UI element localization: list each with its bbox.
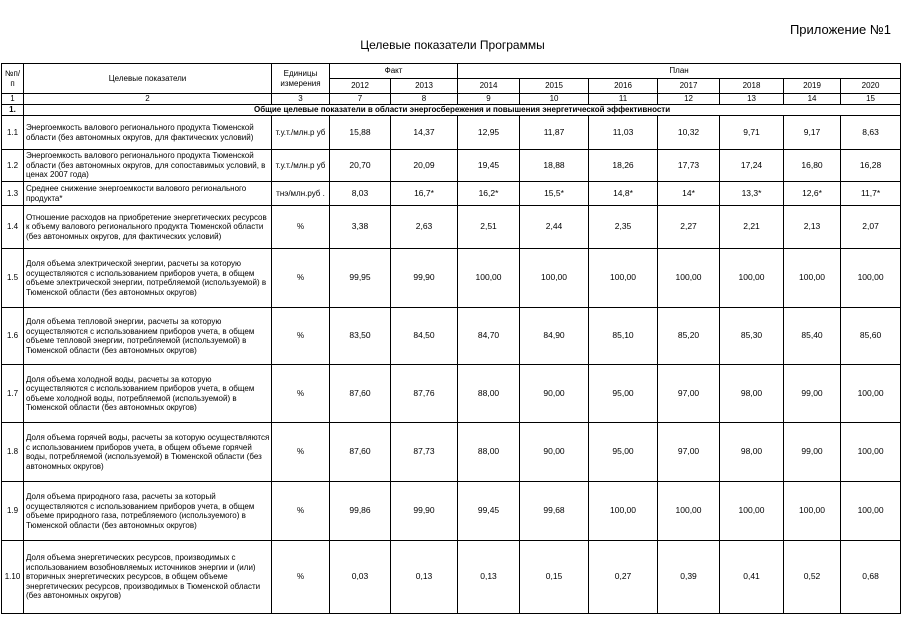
row-value: 100,00 (784, 482, 841, 541)
table-row (2, 423, 901, 482)
row-value: 95,00 (589, 365, 658, 423)
row-value: 11,87 (520, 116, 589, 150)
row-value: 2,07 (841, 206, 901, 249)
appendix-label: Приложение №1 (789, 22, 891, 37)
column-index: 11 (589, 94, 658, 105)
column-index: 3 (272, 94, 330, 105)
table-row (2, 182, 901, 206)
row-name: Отношение расходов на приобретение энергетических ресурсов к объему валового регионального продукта Тюменской области (без автономных округов, для фактических условий) (24, 206, 272, 249)
row-value: 10,32 (658, 116, 720, 150)
row-value: 8,63 (841, 116, 901, 150)
row-name: Доля объема холодной воды, расчеты за которую осуществляются с использованием приборов учета, в общем объеме холодной воды, потребляемой (используемой) в Тюменской области (без автономных округов) (24, 365, 272, 423)
row-value: 99,90 (391, 249, 458, 308)
row-name: Доля объема энергетических ресурсов, производимых с использованием возобновляемых источников энергии и (или) вторичных энергетических ресурсов, в общем объеме энергетических ресурсов, производимых в Тюменской области (без автономных округов) (24, 541, 272, 614)
year-header: 2016 (589, 79, 658, 94)
row-value: 90,00 (520, 423, 589, 482)
column-index: 13 (720, 94, 784, 105)
row-value: 88,00 (458, 423, 520, 482)
row-value: 14,37 (391, 116, 458, 150)
row-value: 0,39 (658, 541, 720, 614)
row-num: 1.5 (2, 249, 24, 308)
row-value: 100,00 (658, 482, 720, 541)
row-value: 15,88 (330, 116, 391, 150)
row-value: 100,00 (841, 482, 901, 541)
row-value: 13,3* (720, 182, 784, 206)
row-value: 16,7* (391, 182, 458, 206)
column-index: 9 (458, 94, 520, 105)
row-value: 17,73 (658, 150, 720, 182)
row-value: 95,00 (589, 423, 658, 482)
row-name: Среднее снижение энергоемкости валового регионального продукта* (24, 182, 272, 206)
row-value: 2,13 (784, 206, 841, 249)
row-value: 99,00 (784, 365, 841, 423)
row-unit: % (272, 365, 330, 423)
table-row (2, 150, 901, 182)
row-value: 18,88 (520, 150, 589, 182)
row-unit: т.у.т./млн.р уб (272, 150, 330, 182)
row-unit: % (272, 206, 330, 249)
row-value: 99,45 (458, 482, 520, 541)
row-value: 9,71 (720, 116, 784, 150)
row-value: 100,00 (589, 482, 658, 541)
row-value: 98,00 (720, 365, 784, 423)
row-unit: тнэ/млн.руб . (272, 182, 330, 206)
row-value: 90,00 (520, 365, 589, 423)
row-name: Энергоемкость валового регионального продукта Тюменской области (без автономных округов, для фактических условий) (24, 116, 272, 150)
row-value: 20,70 (330, 150, 391, 182)
column-index: 10 (520, 94, 589, 105)
row-name: Доля объема электрической энергии, расчеты за которую осуществляются с использованием приборов учета, в общем объеме электрической энергии, потребляемой (используемой) в Тюменской области (без автономных округов) (24, 249, 272, 308)
row-value: 100,00 (720, 482, 784, 541)
row-value: 99,86 (330, 482, 391, 541)
table-row (2, 116, 901, 150)
row-value: 100,00 (784, 249, 841, 308)
row-value: 16,2* (458, 182, 520, 206)
row-value: 85,60 (841, 308, 901, 365)
year-header: 2014 (458, 79, 520, 94)
row-value: 2,21 (720, 206, 784, 249)
column-index: 12 (658, 94, 720, 105)
column-index: 8 (391, 94, 458, 105)
row-name: Доля объема природного газа, расчеты за который осуществляются с использованием приборов учета, в общем объеме природного газа, потребляемого (используемого) в Тюменской области (без автономных округов) (24, 482, 272, 541)
row-unit: т.у.т./млн.р уб (272, 116, 330, 150)
row-value: 0,68 (841, 541, 901, 614)
row-value: 0,41 (720, 541, 784, 614)
header-fact: Факт (330, 64, 458, 79)
row-value: 87,60 (330, 365, 391, 423)
row-value: 85,30 (720, 308, 784, 365)
row-value: 2,51 (458, 206, 520, 249)
row-value: 2,44 (520, 206, 589, 249)
row-value: 20,09 (391, 150, 458, 182)
header-num: №п/п (2, 64, 24, 94)
row-value: 12,95 (458, 116, 520, 150)
row-value: 87,73 (391, 423, 458, 482)
row-value: 87,76 (391, 365, 458, 423)
row-value: 100,00 (841, 365, 901, 423)
row-value: 84,70 (458, 308, 520, 365)
row-name: Энергоемкость валового регионального продукта Тюменской области (без автономных округов, для сопоставимых условий, в ценах 2007 года) (24, 150, 272, 182)
row-value: 19,45 (458, 150, 520, 182)
row-num: 1.7 (2, 365, 24, 423)
row-value: 98,00 (720, 423, 784, 482)
row-value: 97,00 (658, 423, 720, 482)
column-index: 1 (2, 94, 24, 105)
row-value: 2,35 (589, 206, 658, 249)
row-value: 100,00 (458, 249, 520, 308)
row-value: 97,00 (658, 365, 720, 423)
row-value: 84,90 (520, 308, 589, 365)
table-row (2, 249, 901, 308)
row-num: 1.10 (2, 541, 24, 614)
row-value: 3,38 (330, 206, 391, 249)
year-header: 2020 (841, 79, 901, 94)
row-num: 1.6 (2, 308, 24, 365)
table-row (2, 482, 901, 541)
row-value: 14* (658, 182, 720, 206)
row-value: 100,00 (841, 249, 901, 308)
row-num: 1.9 (2, 482, 24, 541)
section-num: 1. (2, 105, 24, 116)
row-num: 1.1 (2, 116, 24, 150)
row-value: 16,80 (784, 150, 841, 182)
row-unit: % (272, 249, 330, 308)
row-value: 9,17 (784, 116, 841, 150)
column-index: 14 (784, 94, 841, 105)
row-value: 87,60 (330, 423, 391, 482)
year-header: 2012 (330, 79, 391, 94)
row-num: 1.4 (2, 206, 24, 249)
table-row (2, 541, 901, 614)
table-row (2, 365, 901, 423)
row-unit: % (272, 482, 330, 541)
row-value: 2,63 (391, 206, 458, 249)
row-value: 16,28 (841, 150, 901, 182)
column-index: 7 (330, 94, 391, 105)
row-name: Доля объема горячей воды, расчеты за которую осуществляются с использованием приборов учета, в общем объеме горячей воды, потребляемой (используемой) в Тюменской области (без автономных округов) (24, 423, 272, 482)
row-value: 99,90 (391, 482, 458, 541)
row-value: 11,7* (841, 182, 901, 206)
column-index: 15 (841, 94, 901, 105)
row-value: 85,10 (589, 308, 658, 365)
year-header: 2018 (720, 79, 784, 94)
row-value: 0,15 (520, 541, 589, 614)
targets-table (1, 63, 901, 614)
row-value: 2,27 (658, 206, 720, 249)
row-value: 0,13 (458, 541, 520, 614)
row-value: 15,5* (520, 182, 589, 206)
row-value: 0,52 (784, 541, 841, 614)
row-value: 14,8* (589, 182, 658, 206)
row-value: 100,00 (841, 423, 901, 482)
header-plan: План (458, 64, 901, 79)
row-value: 12,6* (784, 182, 841, 206)
year-header: 2015 (520, 79, 589, 94)
row-num: 1.3 (2, 182, 24, 206)
column-index: 2 (24, 94, 272, 105)
row-value: 83,50 (330, 308, 391, 365)
row-value: 100,00 (589, 249, 658, 308)
row-value: 100,00 (520, 249, 589, 308)
row-value: 99,68 (520, 482, 589, 541)
row-value: 99,00 (784, 423, 841, 482)
document-title: Целевые показатели Программы (360, 38, 545, 52)
row-value: 100,00 (720, 249, 784, 308)
row-value: 85,40 (784, 308, 841, 365)
header-name: Целевые показатели (24, 64, 272, 94)
row-unit: % (272, 423, 330, 482)
row-value: 18,26 (589, 150, 658, 182)
row-value: 99,95 (330, 249, 391, 308)
row-unit: % (272, 541, 330, 614)
year-header: 2017 (658, 79, 720, 94)
section-title: Общие целевые показатели в области энергосбережения и повышения энергетической эффективности (24, 105, 901, 116)
row-value: 85,20 (658, 308, 720, 365)
row-value: 8,03 (330, 182, 391, 206)
year-header: 2013 (391, 79, 458, 94)
row-num: 1.8 (2, 423, 24, 482)
row-value: 100,00 (658, 249, 720, 308)
row-value: 0,03 (330, 541, 391, 614)
table-row (2, 308, 901, 365)
year-header: 2019 (784, 79, 841, 94)
header-units: Единицы измерения (272, 64, 330, 94)
row-value: 11,03 (589, 116, 658, 150)
row-value: 17,24 (720, 150, 784, 182)
row-value: 0,27 (589, 541, 658, 614)
row-name: Доля объема тепловой энергии, расчеты за которую осуществляются с использованием приборов учета, в общем объеме тепловой энергии, потребляемой (используемой) в Тюменской области (без автономных округов) (24, 308, 272, 365)
row-value: 88,00 (458, 365, 520, 423)
row-value: 84,50 (391, 308, 458, 365)
row-value: 0,13 (391, 541, 458, 614)
row-unit: % (272, 308, 330, 365)
table-row (2, 206, 901, 249)
row-num: 1.2 (2, 150, 24, 182)
